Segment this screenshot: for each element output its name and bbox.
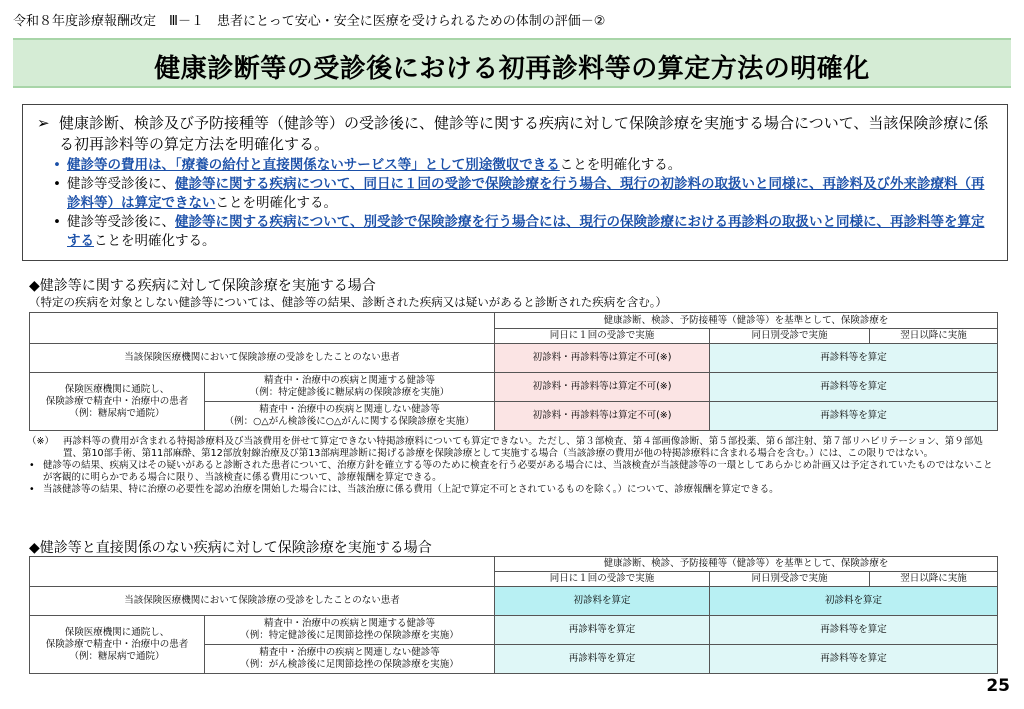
- note-mark: （※）: [27, 436, 54, 447]
- summary-item-1: [37, 156, 993, 175]
- summary-item-3-emphasis: 健診等に関する疾病について、別受診で保険診療を行う場合には、現行の保険診療における再診料の取扱いと同様に、再診料等を算定する: [67, 214, 985, 249]
- summary-item-1-emphasis: 健診等の費用は、「療養の給付と直接関係ないサービス等」として別途徴収できる: [67, 157, 560, 173]
- cell-value: 初診料・再診料等は算定不可(※): [495, 402, 710, 431]
- cell-value: 再診料等を算定: [710, 344, 998, 373]
- section1-heading: ◆健診等に関する疾病に対して保険診療を実施する場合: [29, 278, 376, 294]
- cell-value: 再診料等を算定: [495, 616, 710, 645]
- header: [0, 0, 1024, 38]
- page-title: 健康診断等の受診後における初再診料等の算定方法の明確化: [154, 54, 870, 84]
- summary-list: [37, 156, 993, 251]
- summary-item-2-head: 健診等受診後に、: [67, 176, 175, 192]
- note-text: 当該健診等の結果、特に治療の必要性を認め治療を開始した場合には、当該治療に係る費用（上記で算定不可とされているものを除く。）について、診療報酬を算定できる。: [43, 484, 779, 495]
- row-label-unrelated-checkup: 精査中・治療中の疾病と関連しない健診等 （例：○△がん検診後に○△がんに関する保険診療を実施）: [205, 402, 495, 431]
- cell-value: 再診料等を算定: [710, 616, 998, 645]
- section1-table: [29, 312, 998, 431]
- note-text: 再診料等の費用が含まれる特掲診療料及び当該費用を併せて算定できない特掲診療料についても算定できない。ただし、第３部検査、第４部画像診断、第５部投薬、第６部注射、第７部リハビリテーション、第９部処置、第10部手術、第11部麻酔、第12部放射線治療及び第13部病理診断に掲げる診療を保険診療として実施する場合（当該診療の費用が他の特掲診療料に含まれる場合を含む。）には、この限りではない。: [63, 436, 983, 459]
- group-label-existing-patient: 保険医療機関に通院し、 保険診療で精査中・治療中の患者 （例：糖尿病で通院）: [30, 373, 205, 431]
- cell-value: 初診料・再診料等は算定不可(※): [495, 373, 710, 402]
- col-header-same-day-single: 同日に１回の受診で実施: [495, 329, 710, 344]
- summary-item-2-tail: ことを明確化する。: [215, 195, 337, 211]
- cell-value: 再診料等を算定: [710, 645, 998, 674]
- summary-lead: [37, 113, 993, 155]
- section1-notes: [29, 436, 999, 496]
- row-label-related-checkup: 精査中・治療中の疾病と関連する健診等 （例：特定健診後に足関節捻挫の保険診療を実施）: [205, 616, 495, 645]
- col-header-same-day-separate: 同日別受診で実施: [710, 329, 870, 344]
- summary-item-2-emphasis: 健診等に関する疾病について、同日に１回の受診で保険診療を行う場合、現行の初診料の取扱いと同様に、再診料及び外来診療料（再診料等）は算定できない: [67, 176, 985, 211]
- row-label-related-checkup: 精査中・治療中の疾病と関連する健診等 （例：特定健診後に糖尿病の保険診療を実施）: [205, 373, 495, 402]
- table-corner-cell: [30, 313, 495, 344]
- cell-value: 初診料・再診料等は算定不可(※): [495, 344, 710, 373]
- page-number: 25: [986, 676, 1010, 696]
- row-label-new-patient: 当該保険医療機関において保険診療の受診をしたことのない患者: [30, 587, 495, 616]
- summary-item-2: [37, 175, 993, 213]
- col-header-same-day-single: 同日に１回の受診で実施: [495, 572, 710, 587]
- section1-subheading: （特定の疾病を対象としない健診等については、健診等の結果、診断された疾病又は疑いがあると診断された疾病を含む。）: [29, 295, 668, 309]
- note-item: [29, 460, 999, 484]
- title-bar: [13, 38, 1011, 88]
- table-corner-cell: [30, 557, 495, 587]
- note-mark: •: [29, 484, 35, 495]
- section2-table: [29, 556, 998, 674]
- cell-value: 初診料を算定: [710, 587, 998, 616]
- summary-item-3: [37, 213, 993, 251]
- note-text: 健診等の結果、疾病又はその疑いがあると診断された患者について、治療方針を確立する等のために検査を行う必要がある場合には、当該検査が当該健診等の一環としてあらかじめ計画又は予定されていたものではないことが客観的に明らかである場合に限り、当該検査に係る費用について、診療報酬を算定できる。: [43, 460, 993, 483]
- note-mark: •: [29, 460, 35, 471]
- arrow-bullet-icon: ➢: [37, 114, 50, 132]
- col-header-next-day: 翌日以降に実施: [870, 329, 998, 344]
- table-top-header: 健康診断、検診、予防接種等（健診等）を基準として、保険診療を: [495, 557, 998, 572]
- section2-heading: ◆健診等と直接関係のない疾病に対して保険診療を実施する場合: [29, 540, 432, 556]
- summary-item-1-tail: ことを明確化する。: [559, 157, 682, 173]
- header-text: 令和８年度診療報酬改定 Ⅲ－１ 患者にとって安心・安全に医療を受けられるための体制の評価－②: [13, 14, 606, 29]
- bullet-icon: •: [53, 214, 61, 230]
- group-label-existing-patient: 保険医療機関に通院し、 保険診療で精査中・治療中の患者 （例：糖尿病で通院）: [30, 616, 205, 674]
- col-header-same-day-separate: 同日別受診で実施: [710, 572, 870, 587]
- bullet-icon: •: [53, 157, 61, 173]
- row-label-new-patient: 当該保険医療機関において保険診療の受診をしたことのない患者: [30, 344, 495, 373]
- bullet-icon: •: [53, 176, 61, 192]
- note-item: [29, 484, 999, 496]
- summary-item-3-head: 健診等受診後に、: [67, 214, 175, 230]
- summary-box: [22, 104, 1008, 261]
- cell-value: 再診料等を算定: [710, 373, 998, 402]
- cell-value: 再診料等を算定: [495, 645, 710, 674]
- row-label-unrelated-checkup: 精査中・治療中の疾病と関連しない健診等 （例：がん検診後に足関節捻挫の保険診療を実施）: [205, 645, 495, 674]
- table-top-header: 健康診断、検診、予防接種等（健診等）を基準として、保険診療を: [495, 313, 998, 329]
- col-header-next-day: 翌日以降に実施: [870, 572, 998, 587]
- note-item: [29, 436, 999, 460]
- cell-value: 再診料等を算定: [710, 402, 998, 431]
- summary-lead-text: 健康診断、検診及び予防接種等（健診等）の受診後に、健診等に関する疾病に対して保険診療を実施する場合について、当該保険診療に係る初再診料等の算定方法を明確化する。: [59, 114, 989, 153]
- cell-value: 初診料を算定: [495, 587, 710, 616]
- summary-item-3-tail: ことを明確化する。: [94, 233, 216, 249]
